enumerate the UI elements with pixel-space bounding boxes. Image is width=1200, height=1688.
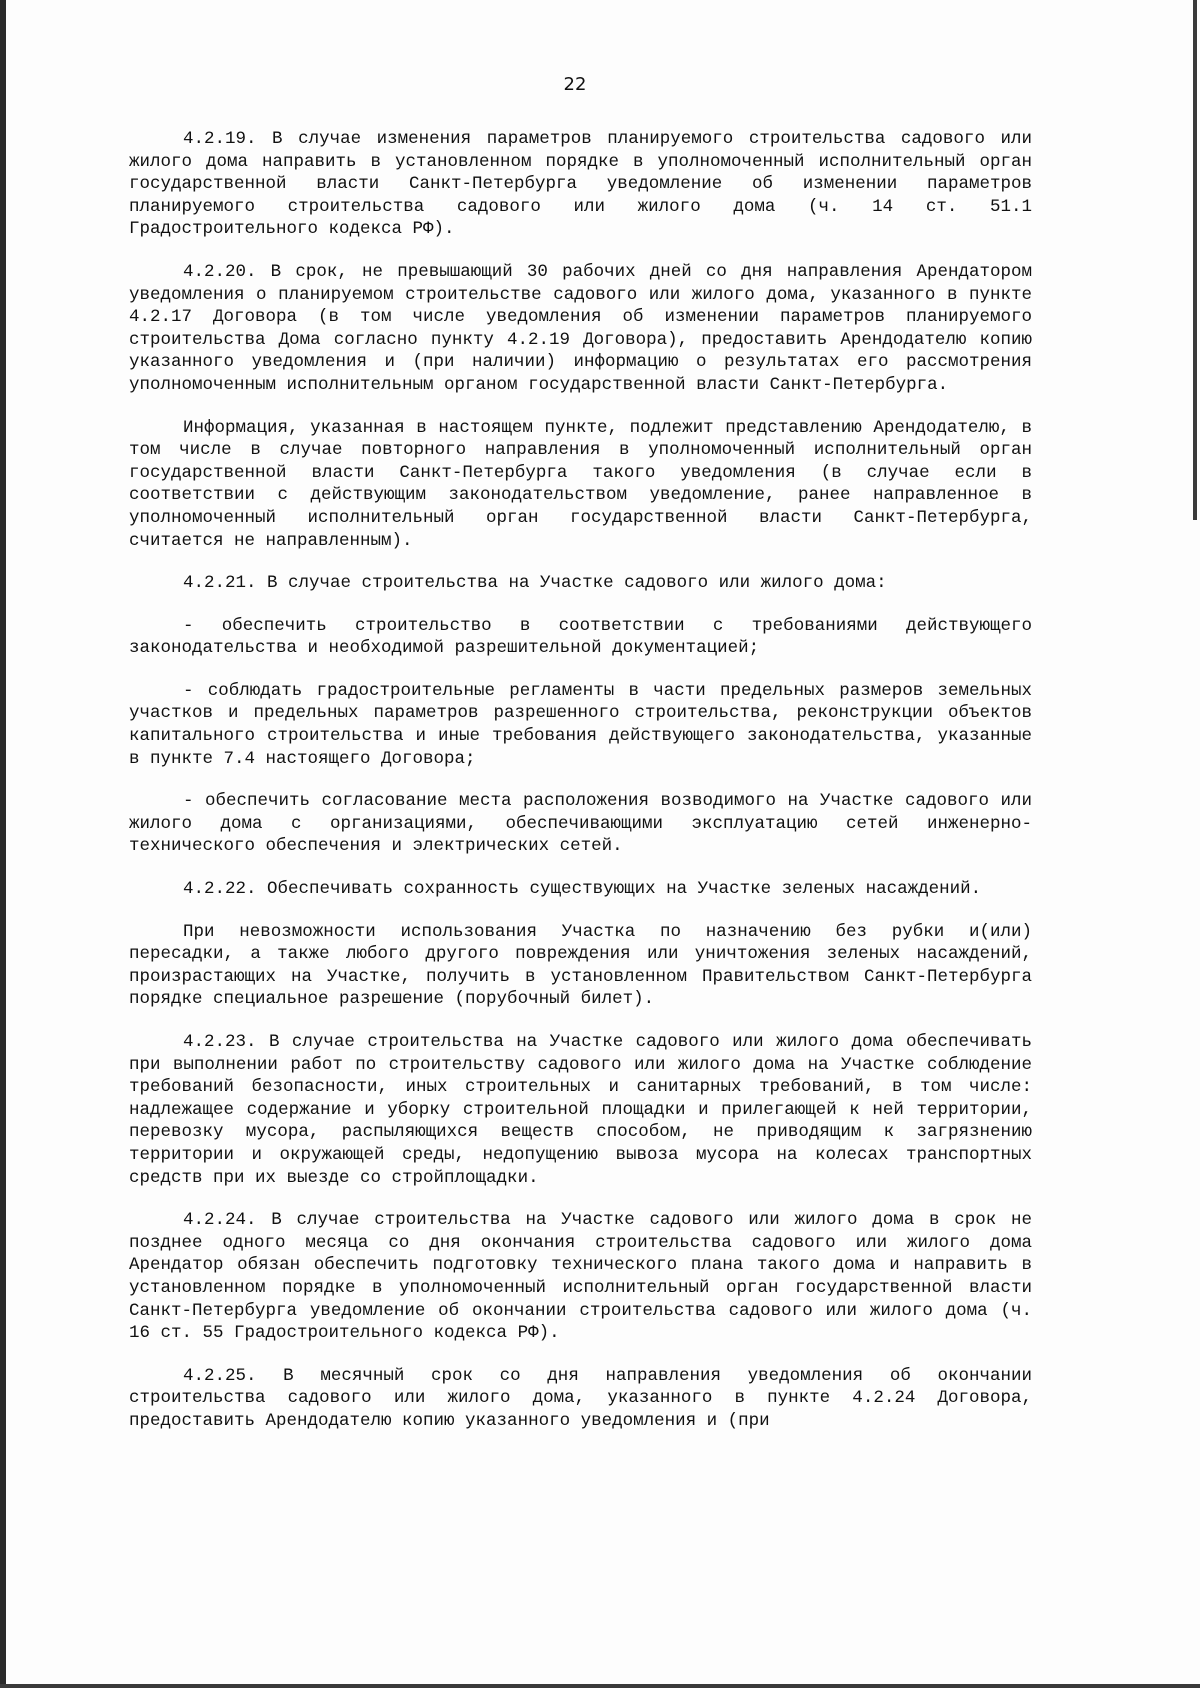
- paragraph-4-2-24: 4.2.24. В случае строительства на Участке садового или жилого дома в срок не позднее одного месяца со дня окончания строительства садового или жилого дома Арендатор обязан обеспечить подготовку технического плана такого дома и направить в установленном порядке в уполномоченный исполнительный орган государственной власти Санкт-Петербурга уведомление об окончании строительства садового или жилого дома (ч. 16 ст. 55 Градостроительного кодекса РФ).: [129, 1210, 1032, 1344]
- document-body: [129, 128, 1032, 1453]
- paragraph-4-2-22-permit: При невозможности использования Участка по назначению без рубки и(или) пересадки, а также любого другого повреждения или уничтожения зеленых насаждений, произрастающих на Участке, получить в установленном Правительством Санкт-Петербурга порядке специальное разрешение (порубочный билет).: [129, 921, 1032, 1010]
- list-item-construction: - обеспечить строительство в соответствии с требованиями действующего законодательства и необходимой разрешительной документацией;: [129, 615, 1032, 659]
- paragraph-4-2-20: 4.2.20. В срок, не превышающий 30 рабочих дней со дня направления Арендатором уведомления о планируемом строительстве садового или жилого дома, указанного в пункте 4.2.17 Договора (в том числе уведомления об изменении параметров планируемого строительства Дома согласно пункту 4.2.19 Договора), предоставить Арендодателю копию указанного уведомления и (при наличии) информацию о результатах его рассмотрения уполномоченным исполнительным органом государственной власти Санкт-Петербурга.: [129, 261, 1032, 395]
- scan-bottom-edge: [0, 1684, 1200, 1688]
- paragraph-4-2-22: 4.2.22. Обеспечивать сохранность существующих на Участке зеленых насаждений.: [183, 879, 982, 900]
- list-item-approval: - обеспечить согласование места расположения возводимого на Участке садового или жилого дома с организациями, обеспечивающими эксплуатацию сетей инженерно-технического обеспечения и электрических сетей.: [129, 791, 1032, 857]
- paragraph-4-2-20-info: Информация, указанная в настоящем пункте, подлежит представлению Арендодателю, в том числе в случае повторного направления в уполномоченный исполнительный орган государственной власти Санкт-Петербурга такого уведомления (в случае если в соответствии с действующим законодательством уведомление, ранее направленное в уполномоченный исполнительный орган государственной власти Санкт-Петербурга, считается не направленным).: [129, 417, 1032, 551]
- page-number: 22: [563, 74, 587, 95]
- list-item-regulations: - соблюдать градостроительные регламенты в части предельных размеров земельных участков и предельных параметров разрешенного строительства, реконструкции объектов капитального строительства и иные требования действующего законодательства, указанные в пункте 7.4 настоящего Договора;: [129, 680, 1032, 769]
- paragraph-4-2-25: 4.2.25. В месячный срок со дня направления уведомления об окончании строительства садового или жилого дома, указанного в пункте 4.2.24 Договора, предоставить Арендодателю копию указанного уведомления и (при: [129, 1365, 1032, 1431]
- paragraph-4-2-23: 4.2.23. В случае строительства на Участке садового или жилого дома обеспечивать при выполнении работ по строительству садового или жилого дома на Участке соблюдение требований безопасности, иных строительных и санитарных требований, в том числе: надлежащее содержание и уборку строительной площадки и прилегающей к ней территории, перевозку мусора, распыляющихся веществ способом, не приводящим к загрязнению территории и окружающей среды, недопущению вывоза мусора на колесах транспортных средств при их выезде со стройплощадки.: [129, 1032, 1032, 1188]
- paragraph-4-2-19: 4.2.19. В случае изменения параметров планируемого строительства садового или жилого дома направить в установленном порядке в уполномоченный исполнительный орган государственной власти Санкт-Петербурга уведомление об изменении параметров планируемого строительства садового или жилого дома (ч. 14 ст. 51.1 Градостроительного кодекса РФ).: [129, 129, 1032, 240]
- scan-left-edge: [0, 0, 6, 1688]
- scan-right-edge: [1193, 0, 1197, 520]
- paragraph-4-2-21: 4.2.21. В случае строительства на Участке садового или жилого дома:: [183, 573, 887, 594]
